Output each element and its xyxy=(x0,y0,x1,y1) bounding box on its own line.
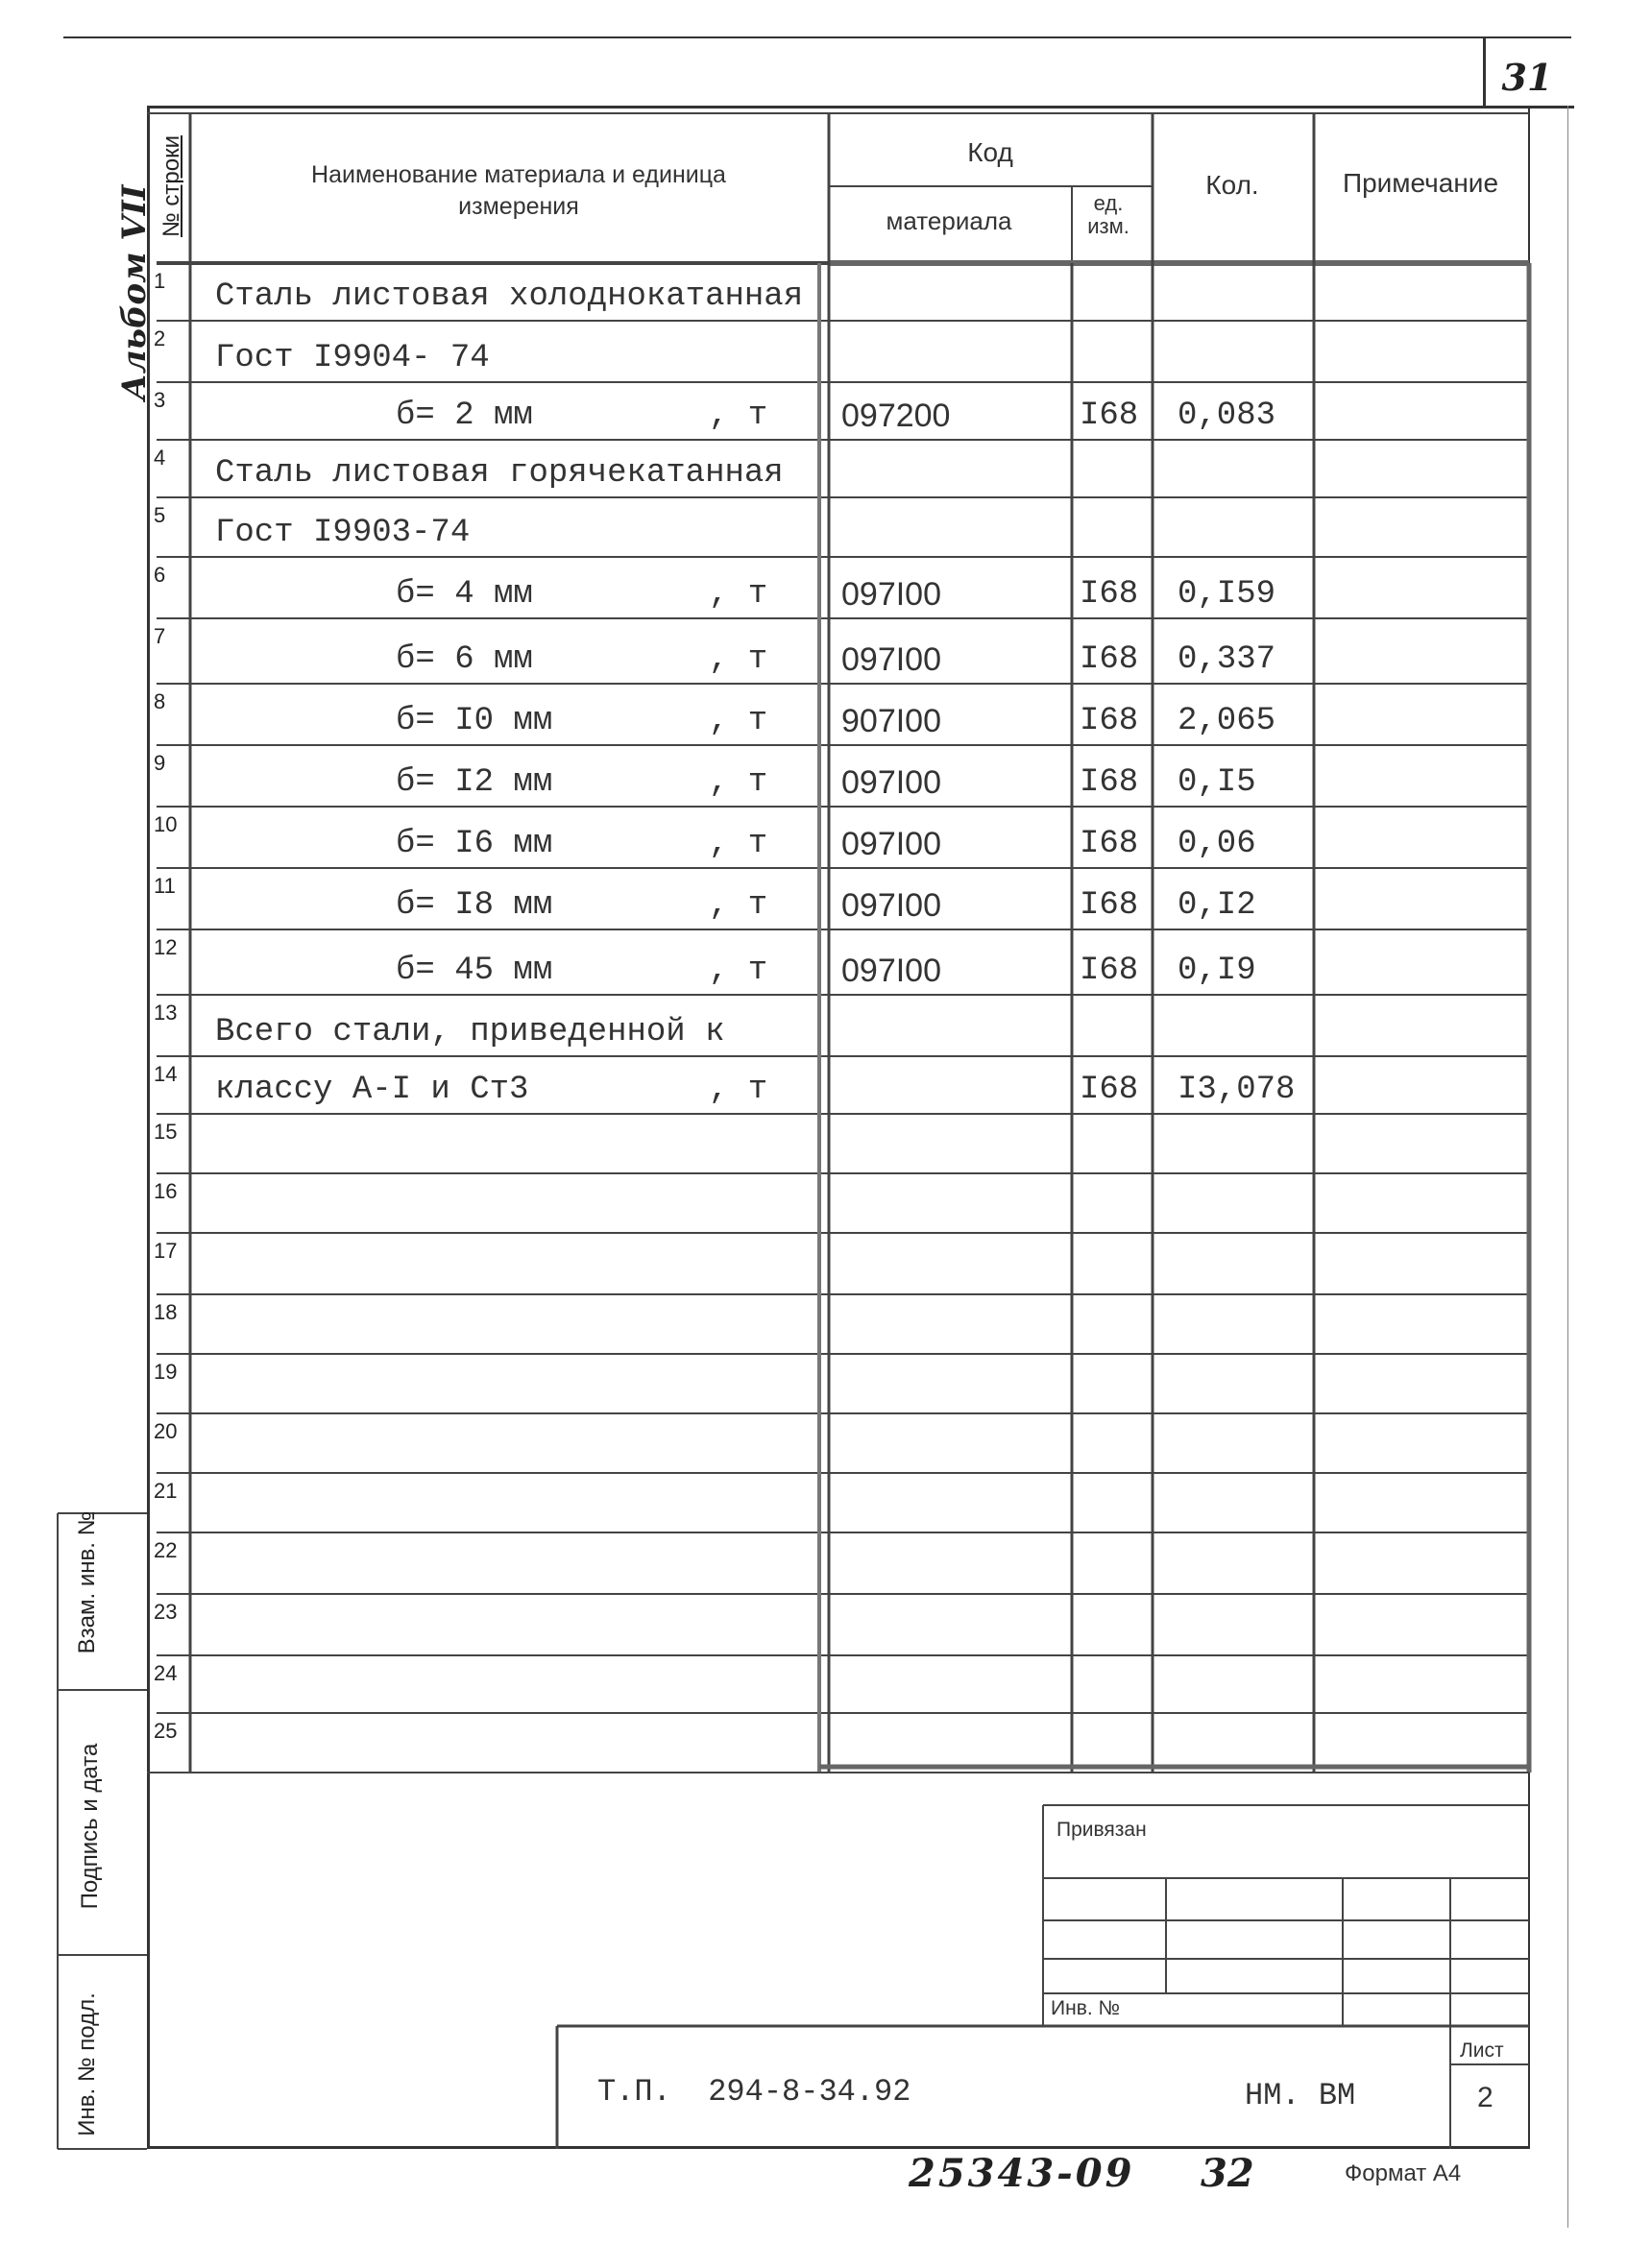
row-number: 3 xyxy=(154,388,166,412)
row-name: б= I8 мм xyxy=(396,887,553,924)
row-name: Всего стали, приведенной к xyxy=(215,1014,725,1050)
row-number: 16 xyxy=(154,1179,178,1203)
row-number: 18 xyxy=(154,1300,178,1324)
stamp-inv-no: Инв. № xyxy=(1051,1997,1121,2019)
row-qty: 0,I5 xyxy=(1178,764,1256,801)
row-qty: 0,337 xyxy=(1178,641,1276,678)
row-unit-code: I68 xyxy=(1080,703,1139,739)
row-unit-code: I68 xyxy=(1080,764,1139,801)
row-unit-code: I68 xyxy=(1080,641,1139,678)
row-number: 23 xyxy=(154,1600,178,1624)
row-number: 19 xyxy=(154,1360,178,1384)
archive-page: 32 xyxy=(1201,2151,1254,2196)
row-code: 097I00 xyxy=(841,641,941,678)
row-name: б= 6 мм xyxy=(396,641,533,678)
row-name: классу А-I и Ст3 xyxy=(215,1072,529,1108)
header-note: Примечание xyxy=(1342,168,1499,198)
row-code: 097I00 xyxy=(841,953,941,989)
row-unit: , т xyxy=(709,1072,768,1108)
row-name: Гост I9904- 74 xyxy=(215,340,490,376)
row-unit: , т xyxy=(709,641,768,678)
row-unit: , т xyxy=(709,398,768,434)
row-number: 11 xyxy=(154,874,176,898)
stamp-sheet-no: 2 xyxy=(1477,2082,1493,2113)
row-unit: , т xyxy=(709,953,768,989)
row-number: 10 xyxy=(154,812,178,836)
row-number: 2 xyxy=(154,326,166,350)
row-qty: I3,078 xyxy=(1178,1072,1296,1108)
row-code: 097I00 xyxy=(841,826,941,862)
row-name: б= 4 мм xyxy=(396,576,533,613)
row-number: 21 xyxy=(154,1479,178,1503)
row-number: 15 xyxy=(154,1120,178,1144)
row-unit-code: I68 xyxy=(1080,1072,1139,1108)
side-label-inv-podl: Инв. № подл. xyxy=(74,1992,100,2136)
row-qty: 2,065 xyxy=(1178,703,1276,739)
row-number: 14 xyxy=(154,1062,178,1086)
row-number: 1 xyxy=(154,269,166,293)
row-unit-code: I68 xyxy=(1080,576,1139,613)
row-unit: , т xyxy=(709,576,768,613)
row-number: 4 xyxy=(154,446,166,470)
row-number: 5 xyxy=(154,503,166,527)
row-name: б= I0 мм xyxy=(396,703,553,739)
row-code: 097I00 xyxy=(841,764,941,801)
header-name: Наименование материала и единица измерения xyxy=(311,161,726,220)
archive-number: 25343-09 xyxy=(909,2151,1135,2196)
row-unit-code: I68 xyxy=(1080,826,1139,862)
row-unit: , т xyxy=(709,703,768,739)
row-code: 907I00 xyxy=(841,703,941,739)
row-number: 22 xyxy=(154,1538,178,1562)
stamp-doc-mark: НМ. ВМ xyxy=(1245,2078,1356,2113)
stamp-sheet-label: Лист xyxy=(1460,2039,1504,2062)
row-qty: 0,06 xyxy=(1178,826,1256,862)
row-number: 13 xyxy=(154,1001,178,1025)
row-code: 097200 xyxy=(841,398,951,434)
header-row-no: № строки xyxy=(158,135,184,238)
side-label-vzam: Взам. инв. № xyxy=(74,1510,100,1654)
page-number: 31 xyxy=(1501,56,1553,99)
row-name: Сталь листовая горячекатанная xyxy=(215,455,784,492)
header-code: Код xyxy=(967,137,1013,167)
row-qty: 0,083 xyxy=(1178,398,1276,434)
row-name: б= I2 мм xyxy=(396,764,553,801)
row-qty: 0,I9 xyxy=(1178,953,1256,989)
format-label: Формат А4 xyxy=(1345,2160,1462,2186)
row-number: 6 xyxy=(154,563,166,587)
header-code-unit: ед. изм. xyxy=(1087,191,1129,238)
stamp-doc-code: Т.П. 294-8-34.92 xyxy=(597,2074,911,2110)
header-qty: Кол. xyxy=(1205,170,1259,200)
row-unit-code: I68 xyxy=(1080,953,1139,989)
row-number: 17 xyxy=(154,1239,178,1263)
row-number: 7 xyxy=(154,624,166,648)
row-unit-code: I68 xyxy=(1080,398,1139,434)
row-unit: , т xyxy=(709,764,768,801)
row-qty: 0,I59 xyxy=(1178,576,1276,613)
row-qty: 0,I2 xyxy=(1178,887,1256,924)
row-number: 9 xyxy=(154,751,166,775)
stamp-privyazan: Привязан xyxy=(1056,1819,1147,1841)
row-name: б= 45 мм xyxy=(396,953,553,989)
row-number: 12 xyxy=(154,935,178,959)
row-code: 097I00 xyxy=(841,576,941,613)
row-unit: , т xyxy=(709,826,768,862)
header-code-material: материала xyxy=(886,206,1012,235)
row-unit: , т xyxy=(709,887,768,924)
side-label-podpis: Подпись и дата xyxy=(77,1743,103,1910)
row-number: 8 xyxy=(154,689,166,713)
row-unit-code: I68 xyxy=(1080,887,1139,924)
row-number: 24 xyxy=(154,1661,178,1685)
row-name: б= 2 мм xyxy=(396,398,533,434)
row-name: Гост I9903-74 xyxy=(215,515,471,551)
row-code: 097I00 xyxy=(841,887,941,924)
row-number: 20 xyxy=(154,1419,178,1443)
row-number: 25 xyxy=(154,1719,178,1743)
album-label: Альбом VII xyxy=(115,184,154,400)
row-name: б= I6 мм xyxy=(396,826,553,862)
row-name: Сталь листовая холоднокатанная xyxy=(215,278,804,315)
